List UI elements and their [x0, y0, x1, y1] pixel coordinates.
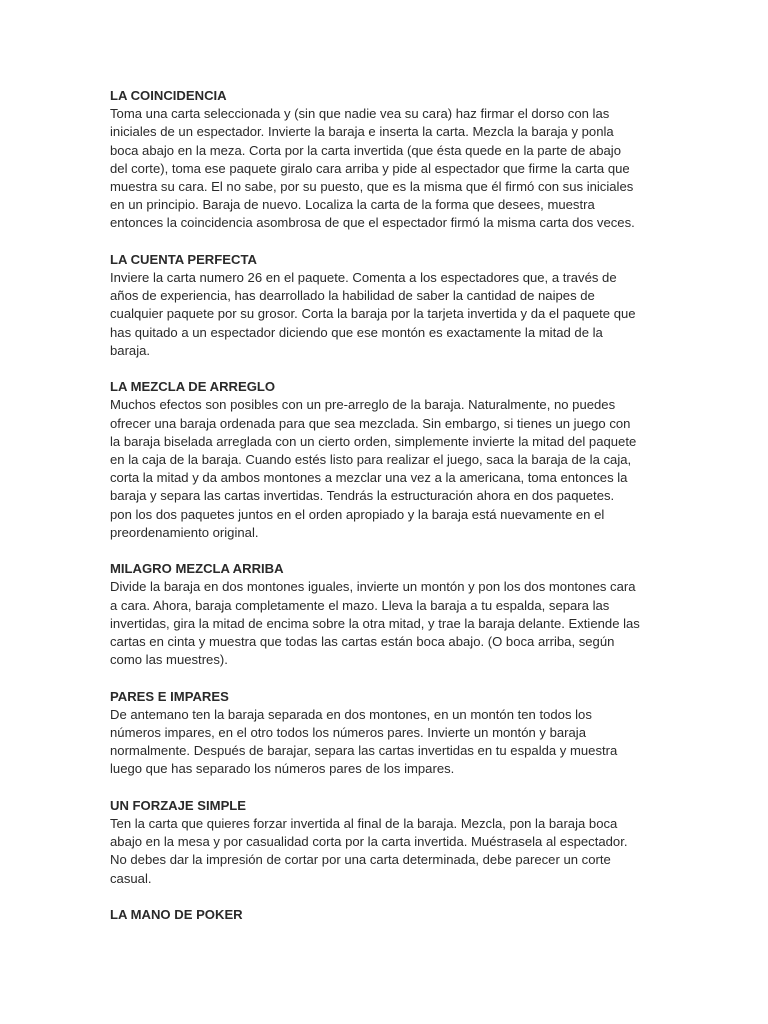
paragraph-line: en la caja de la baraja. Cuando estés listo para realizar el juego, saca la baraja de la caja, — [110, 452, 632, 468]
paragraph-line: números impares, en el otro todos los números pares. Invierte un montón y baraja — [110, 725, 586, 741]
section-la-mezcla-de-arreglo — [110, 378, 670, 542]
document-page — [110, 87, 670, 942]
paragraph-line: No debes dar la impresión de cortar por una carta determinada, debe parecer un corte — [110, 852, 611, 868]
paragraph-line: normalmente. Después de barajar, separa las cartas invertidas en tu espalda y muestra — [110, 743, 618, 759]
paragraph-line: muestra su cara. El no sabe, por su puesto, que es la misma que él firmó con sus iniciales — [110, 179, 634, 195]
paragraph-line: entonces la coincidencia asombrosa de que el espectador firmó la misma carta dos veces. — [110, 215, 635, 231]
paragraph-line: como las muestres). — [110, 652, 228, 668]
section-title: LA MANO DE POKER — [110, 907, 243, 923]
section-title: LA CUENTA PERFECTA — [110, 251, 257, 267]
section-la-coincidencia — [110, 87, 670, 233]
paragraph-line: luego que has separado los números pares de los impares. — [110, 761, 455, 777]
paragraph-line: Toma una carta seleccionada y (sin que nadie vea su cara) haz firmar el dorso con las — [110, 106, 610, 122]
section-la-mano-de-poker — [110, 906, 670, 924]
paragraph-line: a cara. Ahora, baraja completamente el mazo. Lleva la baraja a tu espalda, separa las — [110, 597, 610, 613]
paragraph-line: abajo en la mesa y por casualidad corta por la carta invertida. Muéstrasela al espectador. — [110, 834, 628, 850]
section-pares-e-impares — [110, 688, 670, 779]
section-title: UN FORZAJE SIMPLE — [110, 797, 247, 813]
section-milagro-mezcla-arriba — [110, 560, 670, 669]
paragraph-line: en un principio. Baraja de nuevo. Localiza la carta de la forma que desees, muestra — [110, 197, 595, 213]
section-un-forzaje-simple — [110, 797, 670, 888]
paragraph-line: pon los dos paquetes juntos en el orden apropiado y la baraja está nuevamente en el — [110, 506, 605, 522]
paragraph-line: años de experiencia, has dearrollado la habilidad de saber la cantidad de naipes de — [110, 288, 595, 304]
paragraph-line: Divide la baraja en dos montones iguales, invierte un montón y pon los dos montones cara — [110, 579, 636, 595]
paragraph-line: baraja. — [110, 342, 151, 358]
paragraph-line: preordenamiento original. — [110, 524, 259, 540]
paragraph-line: invertidas, gira la mitad de encima sobre la otra mitad, y trae la baraja delante. Extiende las — [110, 615, 640, 631]
paragraph-line: ofrecer una baraja ordenada para que sea mezclada. Sin embargo, si tienes un juego con — [110, 415, 631, 431]
paragraph-line: iniciales de un espectador. Invierte la baraja e inserta la carta. Mezcla la baraja y ponla — [110, 124, 614, 140]
section-title: MILAGRO MEZCLA ARRIBA — [110, 561, 284, 577]
paragraph-line: boca abajo en la meza. Corta por la carta invertida (que ésta quede en la parte de abajo — [110, 142, 621, 158]
section-title: LA MEZCLA DE ARREGLO — [110, 379, 276, 395]
paragraph-line: del corte), toma ese paquete giralo cara arriba y pide al espectador que firme la carta que — [110, 160, 630, 176]
section-title: LA COINCIDENCIA — [110, 88, 227, 103]
paragraph-line: Muchos efectos son posibles con un pre-arreglo de la baraja. Naturalmente, no puedes — [110, 397, 616, 413]
paragraph-line: De antemano ten la baraja separada en dos montones, en un montón ten todos los — [110, 706, 592, 722]
paragraph-line: cualquier paquete por su grosor. Corta la baraja por la tarjeta invertida y da el paquete que — [110, 306, 636, 322]
paragraph-line: casual. — [110, 870, 152, 886]
paragraph-line: has quitado a un espectador diciendo que ese montón es exactamente la mitad de la — [110, 324, 603, 340]
section-la-cuenta-perfecta — [110, 251, 670, 360]
paragraph-line: baraja y separa las cartas invertidas. Tendrás la estructuración ahora en dos paquetes. — [110, 488, 615, 504]
paragraph-line: corta la mitad y da ambos montones a mezclar una vez a la americana, toma entonces la — [110, 470, 628, 486]
section-title: PARES E IMPARES — [110, 688, 229, 704]
paragraph-line: la baraja biselada arreglada con un cierto orden, simplemente invierte la mitad del paquete — [110, 433, 637, 449]
paragraph-line: Ten la carta que quieres forzar invertida al final de la baraja. Mezcla, pon la baraja boca — [110, 816, 618, 832]
paragraph-line: cartas en cinta y muestra que todas las cartas están boca abajo. (O boca arriba, según — [110, 634, 615, 650]
paragraph-line: Inviere la carta numero 26 en el paquete. Comenta a los espectadores que, a través de — [110, 270, 617, 286]
